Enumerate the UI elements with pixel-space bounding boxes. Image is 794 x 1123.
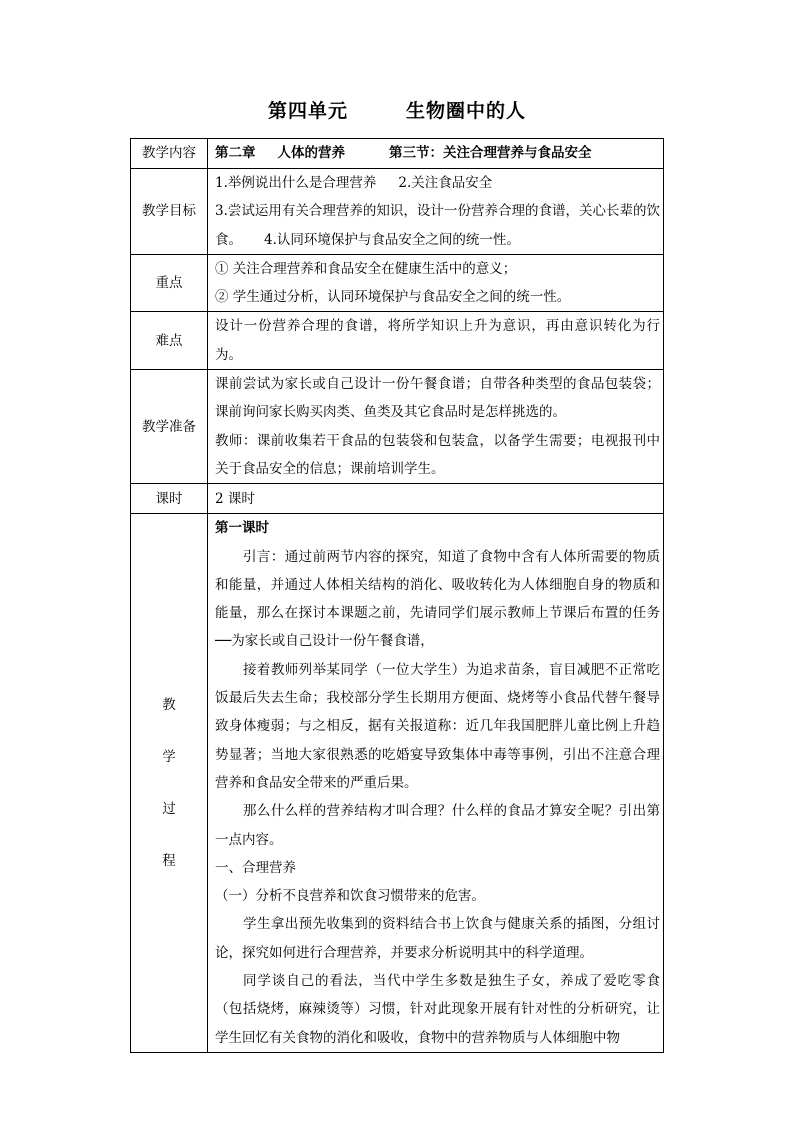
label-content: 教学内容 [131, 139, 208, 169]
goal-2: 2.关注食品安全 [398, 175, 493, 191]
chapter-name: 人体的营养 [277, 145, 345, 162]
process-char-3: 过 [162, 801, 176, 818]
row-prep [131, 370, 664, 484]
process-question: 那么什么样的营养结构才叫合理？什么样的食品才算安全呢？引出第一点内容。 [215, 803, 660, 848]
section-title: 第三节：关注合理营养与食品安全 [389, 145, 592, 162]
difficult-cell: 设计一份营养合理的食谱，将所学知识上升为意识，再由意识转化为行为。 [208, 312, 664, 370]
goal-1: 1.举例说出什么是合理营养 [215, 175, 377, 191]
row-process [131, 514, 664, 1053]
key-points-cell [208, 254, 664, 312]
prep-teacher: 教师：课前收集若干食品的包装袋和包装盒，以备学生需要；电视报刊中关于食品安全的信息；课前培训学生。 [215, 432, 660, 477]
content-cell [208, 139, 664, 169]
unit-name: 生物圈中的人 [406, 100, 527, 122]
row-hours [131, 484, 664, 514]
process-intro: 引言：通过前两节内容的探究，知道了食物中含有人体所需要的物质和能量，并通过人体相关结构的消化、吸收转化为人体细胞自身的物质和能量，那么在探讨本课题之前，先请同学们展示教师上节课后布置的任务──为家长或自己设计一份午餐食谱， [215, 548, 660, 650]
row-difficult [131, 312, 664, 370]
goal-3: 3.尝试运用有关合理营养的知识，设计一份营养合理的食谱，关心长辈的饮食。 [215, 203, 660, 248]
process-cell [208, 514, 664, 1053]
label-hours: 课时 [131, 484, 208, 514]
process-opinion: 同学谈自己的看法，当代中学生多数是独生子女，养成了爱吃零食（包括烧烤，麻辣烫等）习惯，针对此现象开展有针对性的分析研究，让学生回忆有关食物的消化和吸收，食物中的营养物质与人体细胞中物 [215, 973, 660, 1046]
row-content [131, 139, 664, 169]
process-discussion: 学生拿出预先收集到的资料结合书上饮食与健康关系的插图，分组讨论，探究如何进行合理营养，并要求分析说明其中的科学道理。 [215, 916, 660, 961]
key-point-1: ① 关注合理营养和食品安全在健康生活中的意义； [215, 260, 517, 277]
goals-cell [208, 169, 664, 255]
label-process [131, 514, 208, 1053]
prep-students: 课前尝试为家长或自己设计一份午餐食谱；自带各种类型的食品包装袋；课前询问家长购买肉类、鱼类及其它食品时是怎样挑选的。 [215, 376, 660, 421]
process-char-1: 教 [162, 697, 176, 714]
label-key-points: 重点 [131, 254, 208, 312]
process-char-2: 学 [162, 749, 176, 766]
hours-cell: 2 课时 [208, 484, 664, 514]
lesson-plan-table [130, 138, 664, 1053]
process-char-4: 程 [162, 853, 176, 870]
page-title [0, 96, 794, 123]
process-heading: 第一课时 [215, 520, 269, 537]
row-goals [131, 169, 664, 255]
prep-cell [208, 370, 664, 484]
row-key-points [131, 254, 664, 312]
process-examples: 接着教师列举某同学（一位大学生）为追求苗条，盲目减肥不正常吃饭最后失去生命；我校部分学生长期用方便面、烧烤等小食品代替午餐导致身体瘦弱；与之相反，据有关报道称：近几年我国肥胖儿童比例上升趋势显著；当地大家很熟悉的吃婚宴导致集体中毒等事例，引出不注意合理营养和食品安全带来的严重后果。 [215, 661, 660, 791]
label-goals: 教学目标 [131, 169, 208, 255]
key-point-2: ② 学生通过分析，认同环境保护与食品安全之间的统一性。 [215, 289, 571, 306]
label-difficult: 难点 [131, 312, 208, 370]
unit-title: 第四单元 [267, 100, 348, 122]
label-prep: 教学准备 [131, 370, 208, 484]
chapter-number: 第二章 [215, 145, 256, 162]
section-heading-1: 一、合理营养 [215, 859, 296, 876]
subsection-heading-1: （一）分析不良营养和饮食习惯带来的危害。 [215, 888, 485, 905]
goal-4: 4.认同环境保护与食品安全之间的统一性。 [264, 231, 520, 248]
